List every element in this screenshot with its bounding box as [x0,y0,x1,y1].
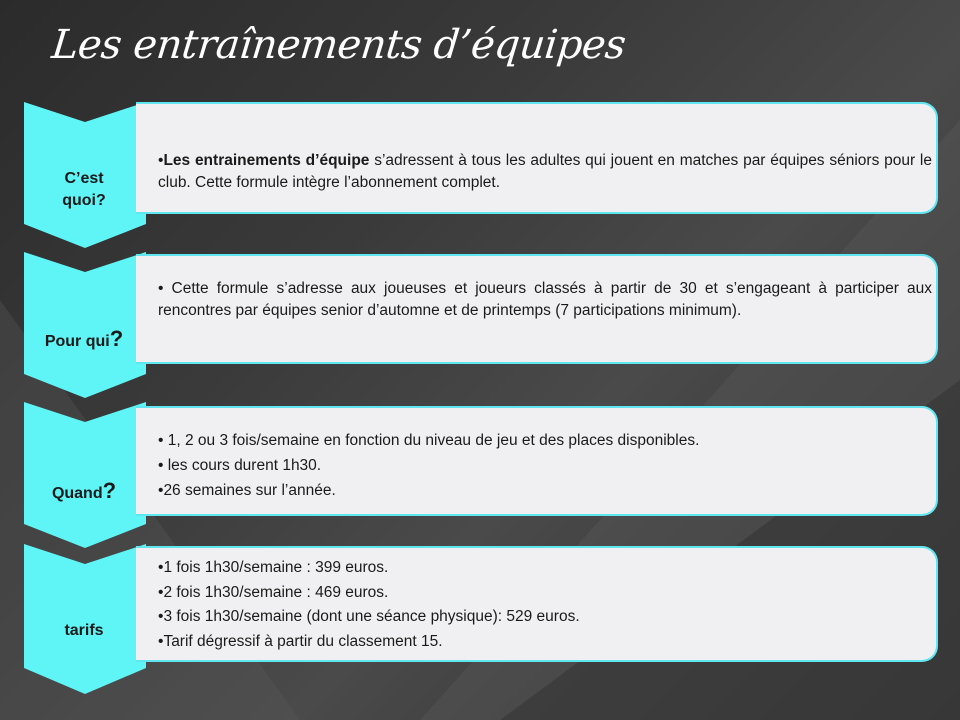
bullet-bold: Les entrainements d’équipe [163,152,370,169]
row-label-what-line1: C’est [64,170,104,187]
row-label-when-text: Quand [51,485,103,502]
bullet: •3 fois 1h30/semaine (dont une séance physique): 529 euros. [158,608,580,625]
page-title: Les entraînements d’équipes [49,22,628,68]
bullet-text: s’adressent à tous les adultes qui jouent en matches par équipes séniors pour le club. Cette formule intègre l’abonnement complet. [158,152,932,191]
content-box-what [136,102,938,214]
row-label-pricing-text: tarifs [64,622,104,639]
bullet: • 1, 2 ou 3 fois/semaine en fonction du niveau de jeu et des places disponibles. [158,432,700,449]
row-label-when [25,480,143,505]
bullet-text: 26 semaines sur l’année. [163,482,336,499]
bullet-text: Tarif dégressif à partir du classement 15. [163,632,443,650]
bullet: •26 semaines sur l’année. [158,482,336,499]
row-label-who [25,328,143,353]
row-label-what-line2: quoi? [62,192,106,209]
bullet: •Les entrainements d’équipe s’adressent à tous les adultes qui jouent en matches par équipes séniors pour le club. Cette formule intègre l’abonnement complet. [158,152,932,191]
bullet-text: 1 fois 1h30/semaine : 399 euros. [163,559,389,576]
bullet-text: 1, 2 ou 3 fois/semaine en fonction du niveau de jeu et des places disponibles. [167,432,700,449]
chevron-who [24,252,146,398]
row-label-who-text: Pour qui [44,333,110,350]
bullet: •2 fois 1h30/semaine : 469 euros. [158,583,389,601]
bullet-text: Cette formule s’adresse aux joueuses et joueurs classés à partir de 30 et s’engageant à participer aux rencontres par équipes senior d’automne et de printemps (7 participations minimum). [158,280,933,319]
row-label-pricing [25,620,143,642]
row-label-what [25,168,143,212]
content-box-pricing [136,546,938,662]
bullet: •Tarif dégressif à partir du classement 15. [158,632,443,650]
bullet-text: 2 fois 1h30/semaine : 469 euros. [163,583,389,601]
bullet-text: 3 fois 1h30/semaine (dont une séance physique): 529 euros. [163,608,580,625]
chevron-pricing [24,544,146,694]
chevron-when [24,402,146,548]
bullet: •1 fois 1h30/semaine : 399 euros. [158,559,389,576]
row-label-who-q: ? [109,326,124,351]
bullet-text: les cours durent 1h30. [167,457,322,474]
content-box-who [136,254,938,364]
bullet: • les cours durent 1h30. [158,457,322,474]
row-label-when-q: ? [102,478,117,503]
content-box-when [136,406,938,516]
bullet: • Cette formule s’adresse aux joueuses et joueurs classés à partir de 30 et s’engageant à participer aux rencontres par équipes senior d’automne et de printemps (7 participations minimum). [158,280,933,319]
